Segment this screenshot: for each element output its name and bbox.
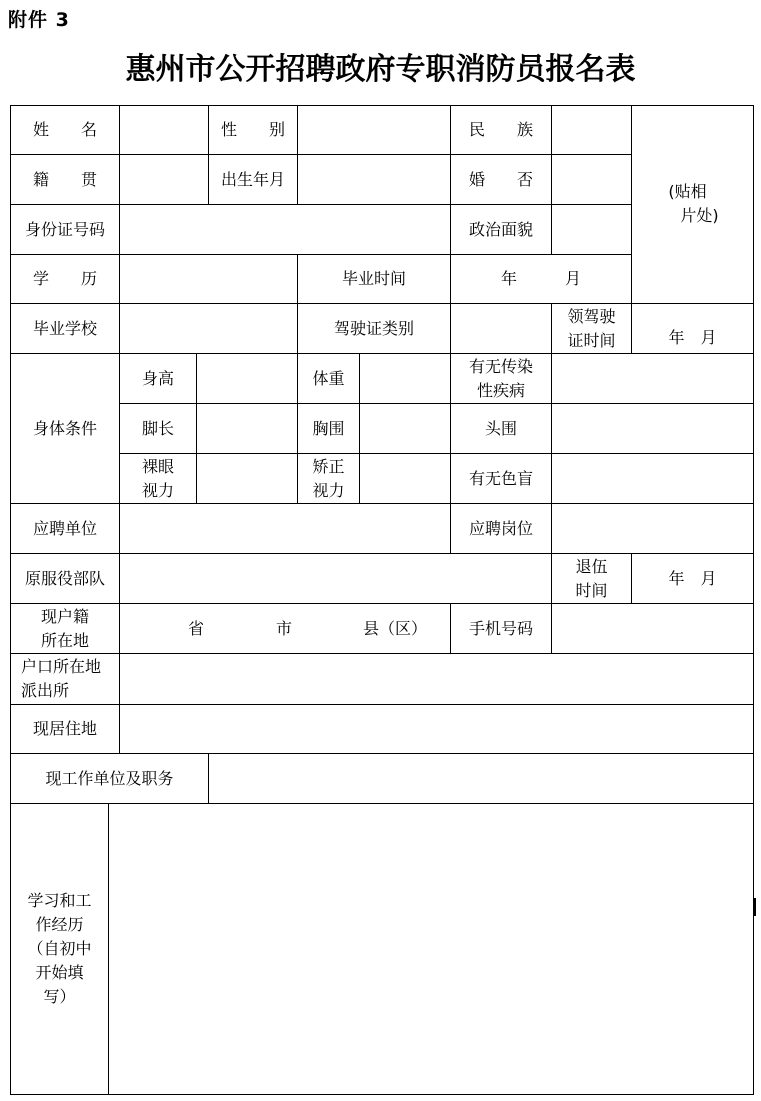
input-household-address[interactable] bbox=[120, 604, 450, 653]
input-former-unit[interactable] bbox=[120, 554, 551, 603]
text-cursor bbox=[754, 898, 756, 916]
label-marital: 婚 否 bbox=[468, 169, 533, 189]
input-residence[interactable] bbox=[120, 705, 753, 753]
input-id-number[interactable] bbox=[120, 205, 450, 254]
retire-time-value[interactable]: 年 月 bbox=[668, 568, 717, 588]
label-birth: 出生年月 bbox=[220, 169, 285, 189]
form-title: 惠州市公开招聘政府专职消防员报名表 bbox=[125, 52, 636, 87]
corrected-vision-line1: 矫正 bbox=[312, 456, 345, 476]
input-history[interactable] bbox=[109, 804, 753, 1094]
province-label: 省 bbox=[187, 618, 204, 638]
input-gender[interactable] bbox=[298, 106, 450, 154]
photo-area[interactable] bbox=[632, 106, 753, 303]
label-education: 学 历 bbox=[32, 269, 97, 288]
household-line1: 现户籍 bbox=[40, 606, 89, 626]
label-phone: 手机号码 bbox=[468, 618, 533, 638]
label-apply-post: 应聘岗位 bbox=[468, 518, 533, 538]
input-disease[interactable] bbox=[552, 354, 753, 403]
label-apply-unit: 应聘单位 bbox=[32, 518, 97, 538]
attachment-number: 附件 3 bbox=[8, 9, 70, 31]
naked-vision-line2: 视力 bbox=[141, 480, 174, 500]
history-line5: 写） bbox=[43, 987, 76, 1006]
input-head[interactable] bbox=[552, 404, 753, 453]
naked-vision-line1: 裸眼 bbox=[141, 456, 174, 476]
history-line4: 开始填 bbox=[35, 963, 84, 982]
input-marital[interactable] bbox=[552, 155, 631, 204]
input-weight[interactable] bbox=[360, 354, 450, 403]
input-chest[interactable] bbox=[360, 404, 450, 453]
input-height[interactable] bbox=[197, 354, 297, 403]
license-time-line2: 证时间 bbox=[567, 330, 616, 350]
input-birth[interactable] bbox=[298, 155, 450, 204]
input-name[interactable] bbox=[120, 106, 208, 154]
input-phone[interactable] bbox=[552, 604, 753, 653]
label-color-blind: 有无色盲 bbox=[468, 468, 533, 488]
input-police-station[interactable] bbox=[120, 654, 753, 704]
input-school[interactable] bbox=[120, 304, 297, 353]
label-naked-vision bbox=[120, 454, 196, 503]
input-ethnicity[interactable] bbox=[552, 106, 631, 154]
license-time-value[interactable]: 年 月 bbox=[668, 327, 717, 347]
retire-time-line2: 时间 bbox=[575, 580, 608, 600]
label-grad-time: 毕业时间 bbox=[341, 269, 406, 288]
input-license-type[interactable] bbox=[451, 304, 551, 353]
city-label: 市 bbox=[275, 618, 292, 638]
label-ethnicity: 民 族 bbox=[468, 120, 533, 139]
label-household bbox=[11, 604, 119, 653]
input-apply-post[interactable] bbox=[552, 504, 753, 553]
history-line1: 学习和工 bbox=[27, 891, 92, 910]
label-name: 姓 名 bbox=[32, 120, 97, 139]
corrected-vision-line2: 视力 bbox=[312, 480, 345, 500]
label-id-number: 身份证号码 bbox=[24, 219, 105, 239]
history-line2: 作经历 bbox=[35, 915, 84, 934]
label-school: 毕业学校 bbox=[32, 318, 97, 338]
disease-line1: 有无传染 bbox=[468, 356, 533, 376]
retire-time-line1: 退伍 bbox=[575, 556, 608, 576]
label-foot: 脚长 bbox=[141, 418, 174, 438]
label-license-type: 驾驶证类别 bbox=[333, 318, 414, 338]
label-political: 政治面貌 bbox=[468, 219, 533, 239]
input-foot[interactable] bbox=[197, 404, 297, 453]
label-residence: 现居住地 bbox=[32, 719, 97, 738]
input-political[interactable] bbox=[552, 205, 631, 254]
county-label: 县（区） bbox=[362, 618, 427, 638]
label-retire-time bbox=[552, 554, 631, 603]
label-corrected-vision bbox=[298, 454, 359, 503]
police-station-line2: 派出所 bbox=[21, 681, 70, 700]
label-chest: 胸围 bbox=[312, 418, 345, 438]
input-education[interactable] bbox=[120, 255, 297, 303]
license-time-line1: 领驾驶 bbox=[567, 306, 616, 326]
label-height: 身高 bbox=[141, 368, 174, 388]
input-corrected-vision[interactable] bbox=[360, 454, 450, 503]
photo-label-line2: 片处) bbox=[680, 206, 719, 225]
input-work-unit[interactable] bbox=[209, 754, 753, 803]
disease-line2: 性疾病 bbox=[476, 380, 525, 400]
label-work-unit: 现工作单位及职务 bbox=[45, 768, 174, 788]
photo-label-line1: (贴相 bbox=[668, 182, 707, 201]
label-weight: 体重 bbox=[312, 368, 345, 388]
grad-time-value[interactable]: 年 月 bbox=[500, 269, 581, 288]
label-native-place: 籍 贯 bbox=[32, 169, 97, 189]
label-physical: 身体条件 bbox=[32, 418, 97, 438]
household-line2: 所在地 bbox=[40, 630, 89, 650]
label-former-unit: 原服役部队 bbox=[24, 568, 105, 588]
input-color-blind[interactable] bbox=[552, 454, 753, 503]
label-head: 头围 bbox=[484, 418, 517, 438]
input-apply-unit[interactable] bbox=[120, 504, 450, 553]
label-police-station bbox=[11, 654, 119, 704]
label-history bbox=[11, 804, 108, 1094]
input-native-place[interactable] bbox=[120, 155, 208, 204]
police-station-line1: 户口所在地 bbox=[21, 657, 102, 676]
label-disease bbox=[451, 354, 551, 403]
history-line3: （自初中 bbox=[27, 939, 92, 958]
label-license-time bbox=[552, 304, 631, 353]
input-naked-vision[interactable] bbox=[197, 454, 297, 503]
label-gender: 性 别 bbox=[220, 120, 285, 139]
